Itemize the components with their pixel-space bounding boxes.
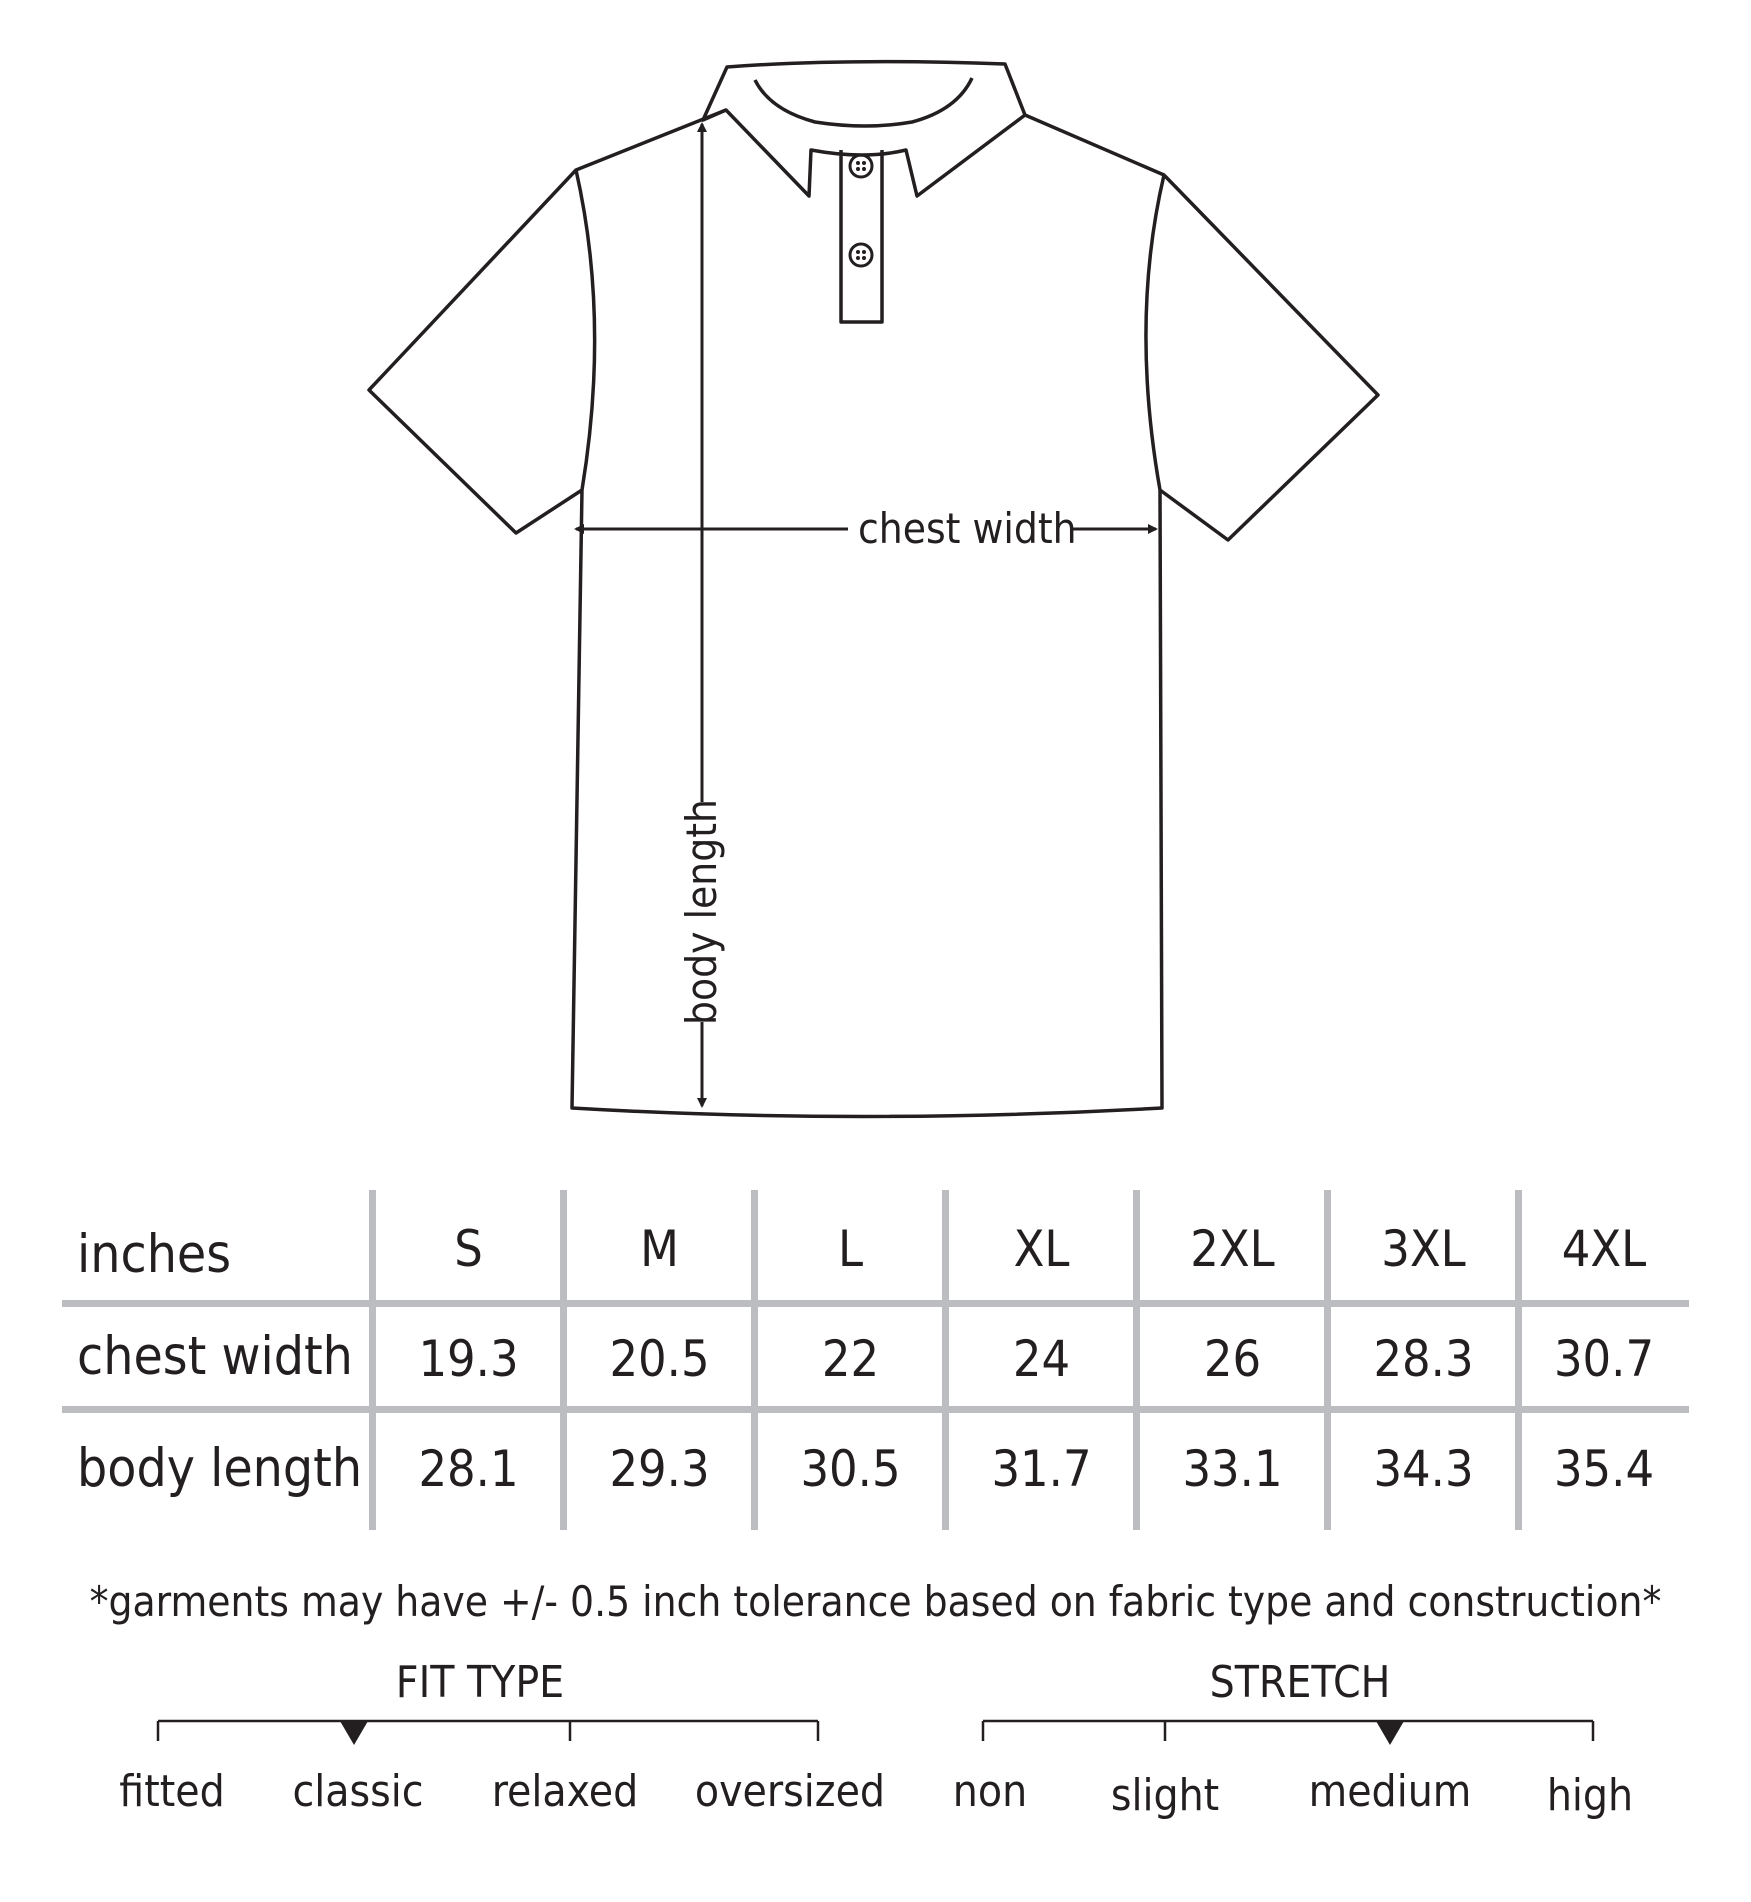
button-icon: [850, 155, 872, 266]
fit-type-option-classic: classic: [292, 1766, 424, 1817]
stretch-option-high: high: [1546, 1770, 1634, 1821]
table-cell: 22: [821, 1330, 880, 1388]
size-header: 3XL: [1381, 1220, 1466, 1278]
table-cell: 34.3: [1373, 1440, 1474, 1498]
fit-type-option-fitted: fitted: [119, 1766, 225, 1817]
body-length-label: body length: [677, 799, 726, 1025]
table-divider: [62, 1300, 1689, 1307]
table-cell: 30.5: [800, 1440, 901, 1498]
stretch-option-medium: medium: [1308, 1766, 1472, 1817]
row-label-chest-width: chest width: [77, 1326, 353, 1387]
table-cell: 24: [1012, 1330, 1071, 1388]
table-cell: 28.3: [1373, 1330, 1474, 1388]
size-table: [62, 1190, 1689, 1530]
fit-type-title: FIT TYPE: [395, 1657, 565, 1708]
unit-label: inches: [77, 1224, 232, 1285]
table-cell: 30.7: [1553, 1330, 1655, 1388]
size-header: 2XL: [1190, 1220, 1275, 1278]
table-cell: 35.4: [1553, 1440, 1655, 1498]
table-divider: [62, 1406, 1689, 1413]
fit-type-scale: [150, 1715, 830, 1755]
size-header: S: [454, 1220, 483, 1278]
size-header: XL: [1013, 1220, 1070, 1278]
shirt-outline: [369, 110, 1378, 1117]
size-header: M: [640, 1220, 679, 1278]
size-header: 4XL: [1561, 1220, 1647, 1278]
stretch-option-slight: slight: [1110, 1770, 1220, 1821]
fit-type-selected-marker-icon: [340, 1721, 368, 1745]
stretch-title: STRETCH: [1209, 1657, 1391, 1708]
stretch-option-non: non: [952, 1766, 1028, 1817]
table-cell: 29.3: [609, 1440, 710, 1498]
chest-width-label: chest width: [858, 504, 1077, 553]
table-cell: 31.7: [991, 1440, 1092, 1498]
table-cell: 19.3: [418, 1330, 519, 1388]
table-cell: 26: [1203, 1330, 1262, 1388]
row-label-body-length: body length: [77, 1438, 363, 1499]
size-header: L: [837, 1220, 864, 1278]
stretch-selected-marker-icon: [1376, 1721, 1404, 1745]
fit-type-option-oversized: oversized: [694, 1766, 886, 1817]
stretch-scale: [975, 1715, 1615, 1755]
fit-type-option-relaxed: relaxed: [491, 1766, 639, 1817]
table-cell: 33.1: [1182, 1440, 1283, 1498]
table-cell: 20.5: [609, 1330, 710, 1388]
table-cell: 28.1: [418, 1440, 519, 1498]
tolerance-note: *garments may have +/- 0.5 inch tolerance based on fabric type and construction*: [89, 1577, 1662, 1626]
